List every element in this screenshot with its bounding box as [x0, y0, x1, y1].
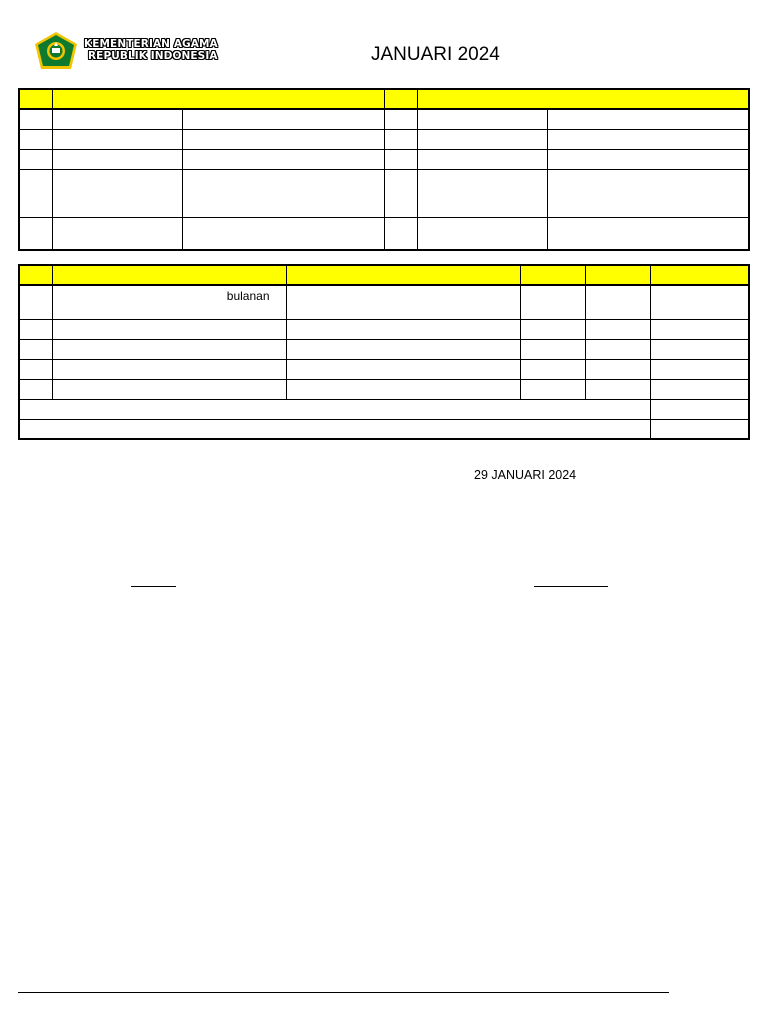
cell	[547, 109, 749, 129]
cell	[650, 399, 749, 419]
cell	[286, 339, 520, 359]
cell	[650, 319, 749, 339]
identity-table	[18, 88, 750, 251]
cell	[585, 359, 650, 379]
cell	[547, 217, 749, 250]
header-cell	[286, 265, 520, 285]
cell	[520, 379, 585, 399]
header-cell	[417, 89, 749, 109]
header-cell	[19, 265, 52, 285]
cell	[650, 359, 749, 379]
cell	[52, 359, 286, 379]
signature-date: 29 JANUARI 2024	[474, 468, 577, 482]
detail-table	[18, 264, 750, 440]
cell	[417, 169, 547, 217]
table-row	[19, 149, 749, 169]
cell	[52, 109, 182, 129]
table-row	[19, 217, 749, 250]
cell	[52, 169, 182, 217]
cell	[286, 359, 520, 379]
cell	[520, 319, 585, 339]
table-row	[19, 129, 749, 149]
cell	[384, 217, 417, 250]
cell	[19, 339, 52, 359]
header-cell	[650, 265, 749, 285]
cell	[650, 339, 749, 359]
cell	[650, 419, 749, 439]
cell	[650, 285, 749, 319]
cell	[19, 359, 52, 379]
cell	[182, 149, 384, 169]
header-cell	[52, 89, 384, 109]
table-row	[19, 399, 749, 419]
table-row	[19, 169, 749, 217]
cell	[384, 149, 417, 169]
cell	[417, 149, 547, 169]
cell	[52, 339, 286, 359]
table-row	[19, 285, 749, 319]
cell	[417, 129, 547, 149]
org-name	[84, 38, 218, 62]
cell	[52, 319, 286, 339]
header-cell	[19, 89, 52, 109]
cell	[384, 129, 417, 149]
cell	[585, 379, 650, 399]
cell	[19, 379, 52, 399]
org-line-2: REPUBLIK INDONESIA	[88, 50, 218, 62]
cell	[19, 109, 52, 129]
cell	[547, 129, 749, 149]
cell	[547, 169, 749, 217]
cell	[520, 285, 585, 319]
kemenag-emblem-icon	[33, 31, 79, 71]
org-line-1: KEMENTERIAN AGAMA	[84, 38, 218, 50]
cell	[52, 217, 182, 250]
cell	[585, 319, 650, 339]
cell	[52, 149, 182, 169]
cell	[19, 217, 52, 250]
table-header-row	[19, 265, 749, 285]
cell	[417, 109, 547, 129]
cell	[384, 109, 417, 129]
table-row	[19, 339, 749, 359]
cell	[650, 379, 749, 399]
cell	[417, 217, 547, 250]
cell	[547, 149, 749, 169]
signature-line-left	[131, 586, 176, 587]
cell	[286, 379, 520, 399]
cell	[19, 129, 52, 149]
cell	[182, 109, 384, 129]
cell	[19, 285, 52, 319]
header-cell	[520, 265, 585, 285]
table-row	[19, 359, 749, 379]
cell	[286, 319, 520, 339]
cell	[182, 129, 384, 149]
signature-line-right	[534, 586, 608, 587]
table-row	[19, 419, 749, 439]
table-row	[19, 109, 749, 129]
header-cell	[585, 265, 650, 285]
cell	[384, 169, 417, 217]
table-row	[19, 319, 749, 339]
cell	[585, 285, 650, 319]
cell	[19, 419, 650, 439]
cell	[182, 169, 384, 217]
table-row	[19, 379, 749, 399]
cell	[19, 149, 52, 169]
cell	[520, 359, 585, 379]
header-cell	[52, 265, 286, 285]
cell	[19, 399, 650, 419]
header-cell	[384, 89, 417, 109]
cell	[52, 129, 182, 149]
table-header-row	[19, 89, 749, 109]
footer-divider	[18, 992, 669, 993]
cell	[182, 217, 384, 250]
cell	[19, 169, 52, 217]
page-title: JANUARI 2024	[371, 44, 500, 65]
cell	[52, 379, 286, 399]
cell	[286, 285, 520, 319]
cell	[585, 339, 650, 359]
cell	[19, 319, 52, 339]
cell-bulanan: bulanan	[52, 285, 286, 319]
cell	[520, 339, 585, 359]
